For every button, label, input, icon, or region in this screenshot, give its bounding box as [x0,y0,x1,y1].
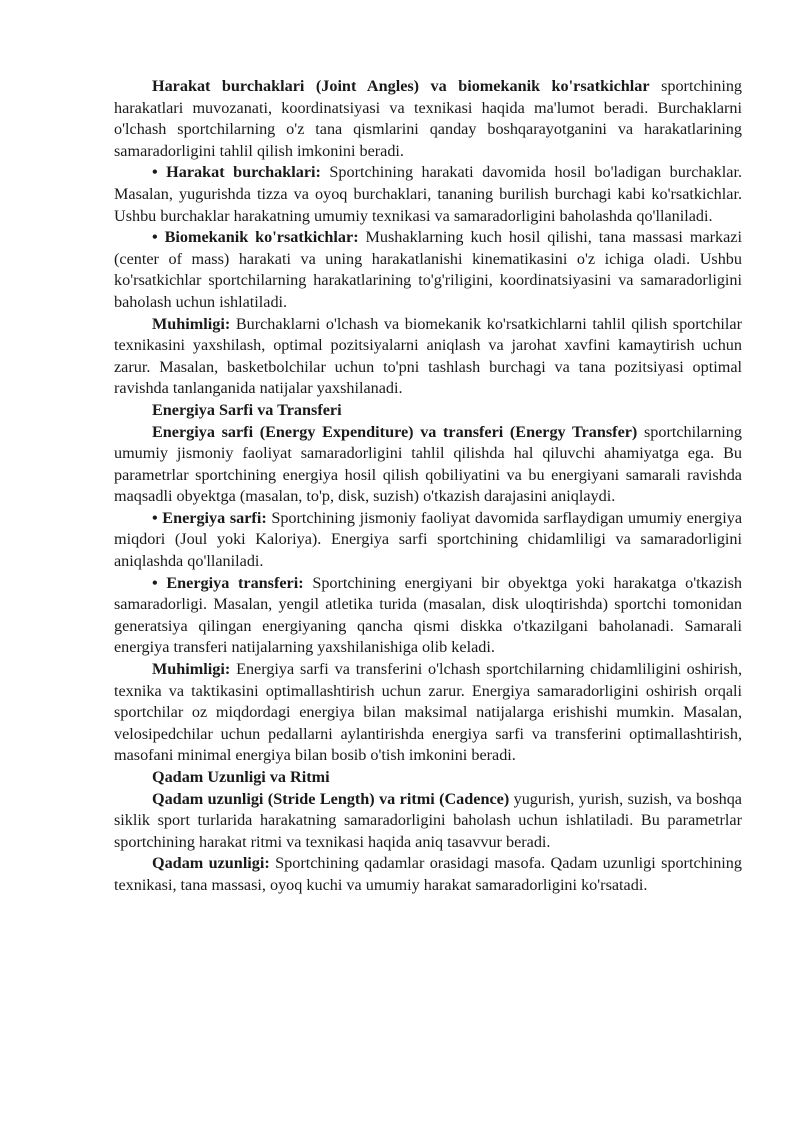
heading-stride: Qadam Uzunligi va Ritmi [152,768,330,786]
paragraph-joint-angles: Harakat burchaklari (Joint Angles) va biomekanik ko'rsatkichlar sportchining harakatlari muvozanati, koordinatsiyasi va texnikasi haqida ma'lumot beradi. Burchaklarni o'lchash sportchilarning o'z tana qismlarini qanday boshqarayotganini va harakatlarining samaradorligini tahlil qilish imkonini beradi. [114,77,743,160]
paragraph-importance-energy: Muhimligi: Energiya sarfi va transferini o'lchash sportchilarning chidamliligini oshirish, texnika va taktikasini optimallashtirish uchun zarur. Energiya samaradorligini oshirish orqali sportchilar oz miqdordagi energiya bilan maksimal natijalarga erishishi mumkin. Masalan, velosipedchilar uchun pedallarni aylantirishda energiya sarfi va transferini optimallashtirish, masofani minimal energiya bilan bosib o'tish imkonini beradi. [114,660,742,765]
bullet-energy-expenditure: • Energiya sarfi: Sportchining jismoniy faoliyat davomida sarflaydigan umumiy energiya miqdori (Joul yoki Kaloriya). Energiya sarfi sportchining chidamliligi va samaradorligini aniqlashda qo'llaniladi. [114,508,742,571]
paragraph-stride-length: Qadam uzunligi: Sportchining qadamlar orasidagi masofa. Qadam uzunligi sportchining texnikasi, tana massasi, oyoq kuchi va umumiy harakat samaradorligini ko'rsatadi. [114,854,742,894]
bullet-energy-transfer: • Energiya transferi: Sportchining energiyani bir obyektga yoki harakatga o'tkazish samaradorligi. Masalan, yengil atletika turida (masalan, disk uloqtirishda) sportchi tomonidan generatsiya qilingan energiyaning qancha qismi diskka o'tkazilgani baholanadi. Samarali energiya transferi natijalarning yaxshilanishiga olib keladi. [114,573,742,657]
paragraph-energy-intro: Energiya sarfi (Energy Expenditure) va transferi (Energy Transfer) sportchilarning umumiy jismoniy faoliyat samaradorligini tahlil qilishda hal qiluvchi ahamiyatga ega. Bu parametrlar sportchining energiya hosil qilish qobiliyatini va bu energiyani samarali ravishda maqsadli obyektga (masalan, to'p, disk, suzish) o'tkazish darajasini aniqlaydi. [114,422,742,506]
document-page [114,76,742,897]
heading-energy: Energiya Sarfi va Transferi [152,400,342,419]
bullet-biomechanical-indicators: • Biomekanik ko'rsatkichlar: Mushaklarning kuch hosil qilishi, tana massasi markazi (center of mass) harakati va uning harakatlanishi kinematikasini o'z ichiga oladi. Ushbu ko'rsatkichlar sportchilarning harakatlarining to'g'riligini, koordinatsiyasini va samaradorligini baholash uchun ishlatiladi. [114,228,742,311]
paragraph-importance-angles: Muhimligi: Burchaklarni o'lchash va biomekanik ko'rsatkichlarni tahlil qilish sportchilar texnikasini yaxshilash, optimal pozitsiyalarni aniqlash va jarohat xavfini kamaytirish uchun zarur. Masalan, basketbolchilar uchun to'pni tashlash burchagi va tana pozitsiyasi optimal ravishda tanlanganida natijalar yaxshilanadi. [114,314,742,398]
paragraph-stride-intro: Qadam uzunligi (Stride Length) va ritmi (Cadence) yugurish, yurish, suzish, va boshqa siklik sport turlarida harakatning samaradorligini baholash uchun ishlatiladi. Bu parametrlar sportchining harakat ritmi va texnikasi haqida aniq tasavvur beradi. [114,789,742,851]
bullet-joint-angles: • Harakat burchaklari: Sportchining harakati davomida hosil bo'ladigan burchaklar. Masalan, yugurishda tizza va oyoq burchaklari, tananing burilish burchagi kabi ko'rsatkichlar. Ushbu burchaklar harakatning umumiy texnikasi va samaradorligini baholashda qo'llaniladi. [114,163,743,225]
